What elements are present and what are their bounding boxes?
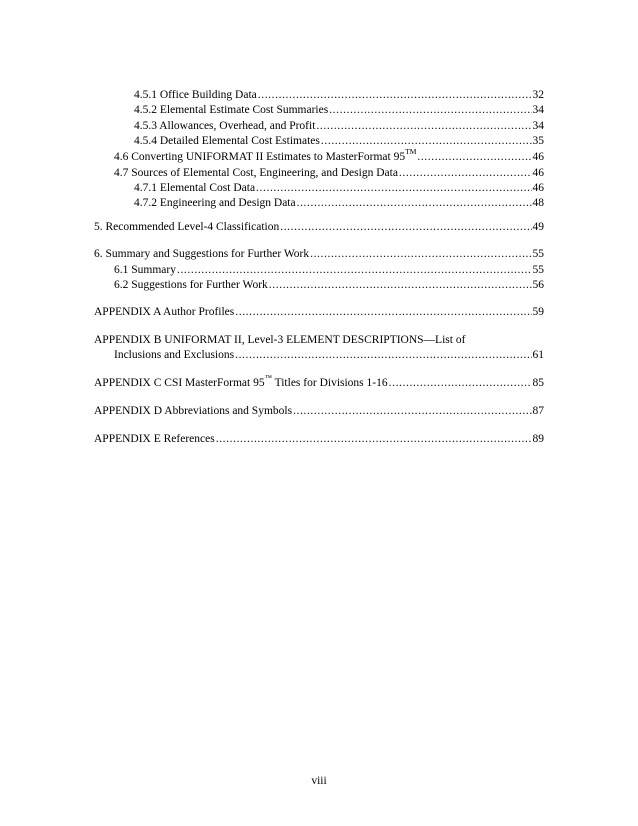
toc-entry [134, 119, 544, 133]
toc-entry-label: 4.6 Converting UNIFORMAT II Estimates to MasterFormat 95™ [114, 147, 417, 163]
toc-entry-label: 4.7.1 Elemental Cost Data [134, 182, 256, 194]
toc-entry [114, 263, 544, 277]
toc-entry-page: 46 [532, 182, 544, 194]
toc-entry-label: 6. Summary and Suggestions for Further Work [94, 248, 310, 260]
toc-entry-label: 5. Recommended Level-4 Classification [94, 221, 280, 233]
toc-entry [134, 181, 544, 195]
toc-entry-label: 4.5.4 Detailed Elemental Cost Estimates [134, 135, 320, 147]
toc-entry [134, 88, 544, 102]
leader-dots [293, 404, 531, 418]
toc-entry-label: 4.5.3 Allowances, Overhead, and Profit [134, 120, 316, 132]
toc-entry [114, 147, 544, 164]
toc-entry-label: 4.5.2 Elemental Estimate Cost Summaries [134, 104, 329, 116]
toc-entry-label: 6.1 Summary [114, 264, 176, 276]
toc-entry-page: 35 [532, 135, 544, 147]
leader-dots [177, 263, 532, 277]
toc-entry-page: 48 [532, 197, 544, 209]
toc-entry-page: 59 [532, 306, 544, 318]
toc-entry-page: 55 [532, 264, 544, 276]
toc-entry [94, 373, 544, 390]
toc-entry [114, 166, 544, 180]
toc-entry-page: 46 [532, 151, 544, 163]
toc-entry-label: APPENDIX D Abbreviations and Symbols [94, 405, 293, 417]
toc-entry-label: APPENDIX C CSI MasterFormat 95™ Titles for Divisions 1-16 [94, 373, 388, 389]
leader-dots [316, 119, 531, 133]
leader-dots [329, 103, 531, 117]
leader-dots [256, 181, 531, 195]
toc-entry [114, 348, 544, 362]
toc-entry [134, 134, 544, 148]
toc-entry [134, 196, 544, 210]
leader-dots [321, 134, 532, 148]
toc-entry [94, 305, 544, 319]
leader-dots [235, 305, 531, 319]
trademark-mark: TM [405, 147, 417, 157]
page-number: viii [311, 775, 327, 787]
toc-entry [94, 432, 544, 446]
leader-dots [269, 278, 532, 292]
toc-entry-label: APPENDIX B UNIFORMAT II, Level-3 ELEMENT DESCRIPTIONS—List of [94, 334, 466, 346]
toc-entry [94, 220, 544, 234]
toc-entry-label: 4.5.1 Office Building Data [134, 89, 257, 101]
toc-entry-page: 46 [532, 167, 544, 179]
toc-entry-label: Inclusions and Exclusions [114, 349, 235, 361]
leader-dots [280, 220, 531, 234]
toc-entry-page: 34 [532, 120, 544, 132]
toc-entry-page: 89 [532, 433, 544, 445]
toc-entry-page: 61 [532, 349, 544, 361]
toc-entry-page: 85 [532, 377, 544, 389]
toc-entry-page: 34 [532, 104, 544, 116]
toc-entry [114, 278, 544, 292]
toc-entry-page: 87 [532, 405, 544, 417]
trademark-mark: ™ [264, 373, 272, 383]
toc-entry [94, 404, 544, 418]
toc-entry-label: 4.7 Sources of Elemental Cost, Engineering, and Design Data [114, 167, 398, 179]
toc-entry-label: APPENDIX E References [94, 433, 215, 445]
toc-entry-page: 56 [532, 279, 544, 291]
leader-dots [216, 432, 532, 446]
leader-dots [258, 88, 532, 102]
toc-entry [134, 103, 544, 117]
leader-dots [399, 166, 532, 180]
toc-entry [94, 247, 544, 261]
toc-entry-label: 4.7.2 Engineering and Design Data [134, 197, 296, 209]
toc-entry-label: APPENDIX A Author Profiles [94, 306, 235, 318]
toc-entry-page: 32 [532, 89, 544, 101]
toc-entry-page: 55 [532, 248, 544, 260]
leader-dots [389, 376, 532, 390]
leader-dots [310, 247, 531, 261]
toc-entry-label: 6.2 Suggestions for Further Work [114, 279, 268, 291]
leader-dots [417, 150, 531, 164]
toc-entry-page: 49 [532, 221, 544, 233]
leader-dots [297, 196, 532, 210]
leader-dots [235, 348, 531, 362]
